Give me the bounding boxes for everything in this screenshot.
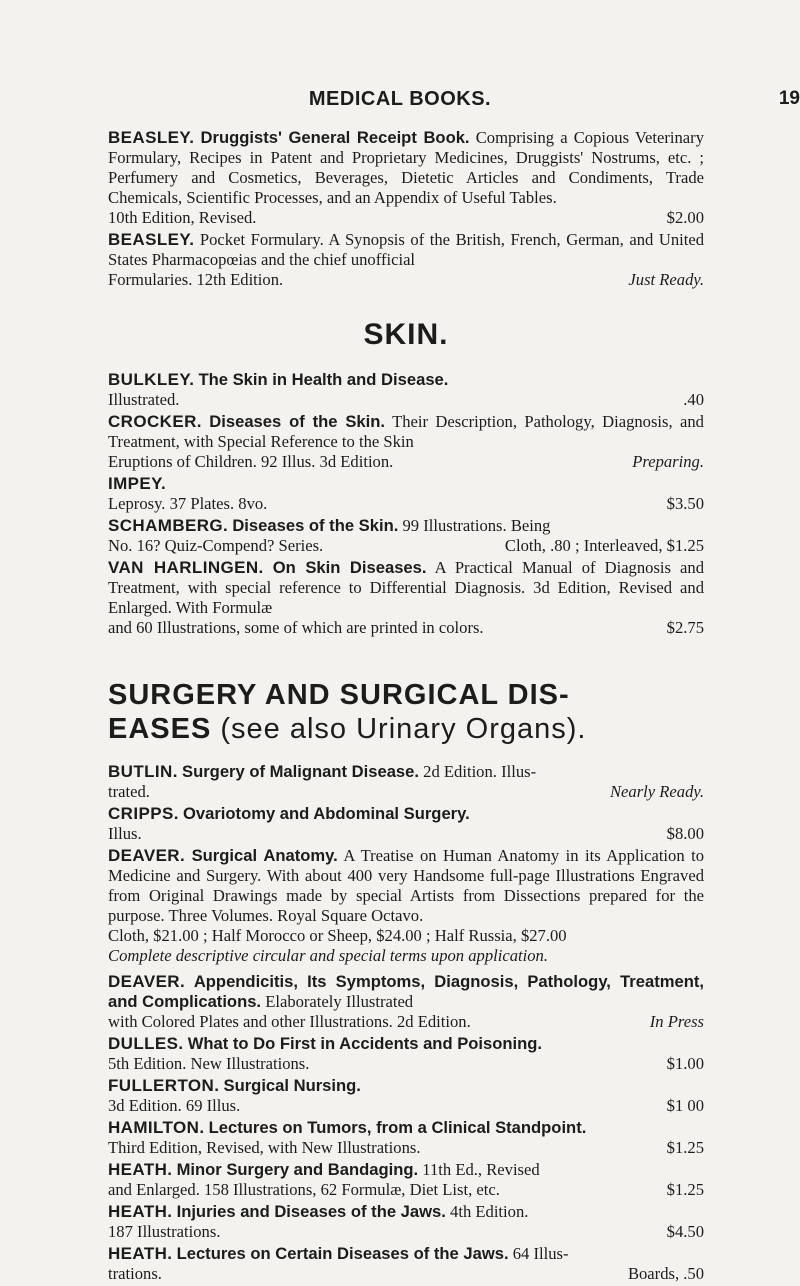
entry-last-line (108, 270, 704, 290)
entry-author: HEATH. (108, 1244, 173, 1263)
entry-status: In Press (649, 1012, 704, 1031)
entry-price: $1.25 (666, 1180, 704, 1199)
book-entry (108, 1076, 704, 1116)
entry-edition: 5th Edition. New Illustrations. (108, 1054, 310, 1073)
entry-description: 11th Ed., Revised (422, 1160, 540, 1179)
entry-text (108, 762, 704, 782)
entry-last-line (108, 1096, 704, 1116)
entry-last-line (108, 1012, 704, 1032)
book-entry (108, 230, 704, 290)
entry-description: 99 Illustrations. Being (402, 516, 551, 535)
entry-title: Lectures on Certain Diseases of the Jaws. (176, 1244, 509, 1263)
entry-description: A Practical Manual of Diagnosis and Treatment, with special reference to Differential Diagnosis. 3d Edition, Revised and Enlarged. With Formulæ (108, 558, 705, 617)
entry-author: VAN HARLINGEN. (108, 558, 264, 577)
entry-last-line (108, 208, 704, 228)
entry-description: Pocket Formulary. A Synopsis of the British, French, German, and United States Pharmacopœias and the chief unofficial (108, 230, 704, 269)
surgery-heading-line1: SURGERY AND SURGICAL DIS- (108, 679, 570, 711)
entry-edition: Leprosy. 37 Plates. 8vo. (108, 494, 268, 513)
entry-author: BULKLEY. (108, 370, 195, 389)
entry-title: Diseases of the Skin. (209, 412, 385, 431)
entry-text (108, 558, 704, 618)
entry-text (108, 1076, 704, 1096)
page-number: 19 (778, 88, 800, 109)
book-entry (108, 804, 704, 844)
entry-title: Minor Surgery and Bandaging. (176, 1160, 419, 1179)
book-entry (108, 370, 704, 410)
running-title: MEDICAL BOOKS. (308, 88, 492, 110)
book-entry (108, 1160, 704, 1200)
entry-edition: with Colored Plates and other Illustrations. 2d Edition. (108, 1012, 471, 1031)
entry-price: Boards, .50 (627, 1264, 704, 1283)
entry-last-line (108, 1264, 704, 1284)
entry-price: $3.50 (666, 494, 704, 513)
section-heading-skin: SKIN. (363, 318, 449, 351)
entry-author: SCHAMBERG. (108, 516, 229, 535)
entry-edition: 187 Illustrations. (108, 1222, 221, 1241)
entry-text (108, 846, 704, 926)
book-entry (108, 1202, 704, 1242)
entry-author: DULLES. (108, 1034, 184, 1053)
book-entry (108, 762, 704, 802)
entry-last-line (108, 452, 704, 472)
entry-title: Diseases of the Skin. (232, 516, 399, 535)
entry-author: BEASLEY. (108, 230, 195, 249)
entry-title: Lectures on Tumors, from a Clinical Standpoint. (208, 1118, 587, 1137)
entry-price: .40 (683, 390, 704, 409)
entry-author: DEAVER. (108, 972, 186, 991)
entry-title: On Skin Diseases. (272, 558, 427, 577)
entry-last-line (108, 824, 704, 844)
entry-description: A Treatise on Human Anatomy in its Application to Medicine and Surgery. With about 400 very Handsome full-page Illustrations Engraved from Original Drawings made by special Artists from Dissections prepared for the purpose. Three Volumes. Royal Square Octavo. (108, 846, 705, 925)
entry-author: FULLERTON. (108, 1076, 220, 1095)
book-entry (108, 1118, 704, 1158)
entry-author: BUTLIN. (108, 762, 178, 781)
entry-author: BEASLEY. (108, 128, 195, 147)
entry-description: 64 Illus- (512, 1244, 569, 1263)
entry-description: 2d Edition. Illus- (423, 762, 537, 781)
book-entry (108, 474, 704, 514)
entry-last-line (108, 1222, 704, 1242)
entry-description: Elaborately Illustrated (265, 992, 414, 1011)
entry-text (108, 474, 704, 494)
entry-text (108, 370, 704, 390)
book-entry (108, 558, 704, 638)
entry-text (108, 1034, 704, 1054)
book-entry (108, 516, 704, 556)
entry-edition: Eruptions of Children. 92 Illus. 3d Edition. (108, 452, 394, 471)
entry-title: Druggists' General Receipt Book. (200, 128, 470, 147)
entry-title: Appendicitis, Its Symptoms, Diagnosis, Pathology, Treatment, and Complications. (108, 972, 704, 1011)
entry-edition: Illus. (108, 824, 142, 843)
entry-edition: 3d Edition. 69 Illus. (108, 1096, 241, 1115)
book-entry (108, 412, 704, 472)
entry-text (108, 230, 704, 270)
surgery-heading-see-also: (see also Urinary Organs). (220, 713, 587, 745)
section-heading-surgery (108, 678, 704, 746)
entry-price: $2.00 (666, 208, 704, 227)
entry-status: Just Ready. (628, 270, 704, 289)
entry-author: CROCKER. (108, 412, 202, 431)
entry-edition: and Enlarged. 158 Illustrations, 62 Formulæ, Diet List, etc. (108, 1180, 500, 1199)
entry-author: HEATH. (108, 1202, 173, 1221)
entry-status: Preparing. (632, 452, 704, 471)
entry-text (108, 412, 704, 452)
surgery-entries (108, 762, 704, 1284)
book-entry (108, 846, 704, 966)
entry-description: 4th Edition. (450, 1202, 529, 1221)
entry-edition: 10th Edition, Revised. (108, 208, 257, 227)
entry-title: The Skin in Health and Disease. (198, 370, 449, 389)
entry-last-line (108, 1180, 704, 1200)
entry-author: IMPEY. (108, 474, 167, 493)
entry-price: $4.50 (666, 1222, 704, 1241)
entry-price: Cloth, .80 ; Interleaved, $1.25 (504, 536, 704, 555)
entry-text (108, 1118, 704, 1138)
entry-edition: trations. (108, 1264, 162, 1283)
entry-note: Complete descriptive circular and special terms upon application. (108, 946, 548, 965)
entry-text (108, 516, 704, 536)
entry-price: $1.00 (666, 1054, 704, 1073)
entry-author: CRIPPS. (108, 804, 179, 823)
entry-last-line (108, 926, 704, 946)
entry-text (108, 1244, 704, 1264)
book-entry (108, 128, 704, 228)
skin-entries (108, 370, 704, 638)
content (108, 128, 704, 1286)
book-entry (108, 972, 704, 1032)
entry-edition: Cloth, $21.00 ; Half Morocco or Sheep, $24.00 ; Half Russia, $27.00 (108, 926, 567, 945)
entry-edition: Third Edition, Revised, with New Illustrations. (108, 1138, 421, 1157)
entry-author: HAMILTON. (108, 1118, 205, 1137)
entry-title: What to Do First in Accidents and Poisoning. (187, 1034, 542, 1053)
entry-text (108, 1160, 704, 1180)
entry-price: $1.25 (666, 1138, 704, 1157)
entry-description: Their Description, Pathology, Diagnosis, and Treatment, with Special Reference to the Skin (108, 412, 704, 451)
entry-edition: and 60 Illustrations, some of which are printed in colors. (108, 618, 484, 637)
entry-edition: trated. (108, 782, 150, 801)
entry-text (108, 128, 704, 208)
entry-text (108, 972, 704, 1012)
entry-title: Surgical Nursing. (223, 1076, 361, 1095)
entry-author: HEATH. (108, 1160, 173, 1179)
entry-author: DEAVER. (108, 846, 186, 865)
entry-price: $2.75 (666, 618, 704, 637)
entry-last-line (108, 1054, 704, 1074)
entry-text (108, 1202, 704, 1222)
entry-last-line (108, 494, 704, 514)
entry-edition: Illustrated. (108, 390, 180, 409)
entry-title: Surgical Anatomy. (191, 846, 338, 865)
entry-status: Nearly Ready. (609, 782, 704, 801)
entry-edition: No. 16? Quiz-Compend? Series. (108, 536, 324, 555)
surgery-heading-line2: EASES (108, 713, 212, 745)
entry-text (108, 804, 704, 824)
book-entry (108, 1244, 704, 1284)
entry-description: Comprising a Copious Veterinary Formulary, Recipes in Patent and Proprietary Medicines, Druggists' Nostrums, etc. ; Perfumery and Cosmetics, Beverages, Dietetic Articles and Condiments, Trade Chemicals, Scientific Processes, and an Appendix of Useful Tables. (108, 128, 704, 207)
entry-price: $8.00 (666, 824, 704, 843)
entry-edition: Formularies. 12th Edition. (108, 270, 284, 289)
entry-title: Surgery of Malignant Disease. (182, 762, 420, 781)
entry-last-line (108, 390, 704, 410)
book-entry (108, 1034, 704, 1074)
top-entries (108, 128, 704, 290)
entry-title: Ovariotomy and Abdominal Surgery. (182, 804, 470, 823)
entry-last-line (108, 618, 704, 638)
entry-price: $1 00 (666, 1096, 704, 1115)
entry-title: Injuries and Diseases of the Jaws. (176, 1202, 446, 1221)
entry-last-line (108, 536, 704, 556)
entry-last-line (108, 1138, 704, 1158)
entry-last-line (108, 782, 704, 802)
